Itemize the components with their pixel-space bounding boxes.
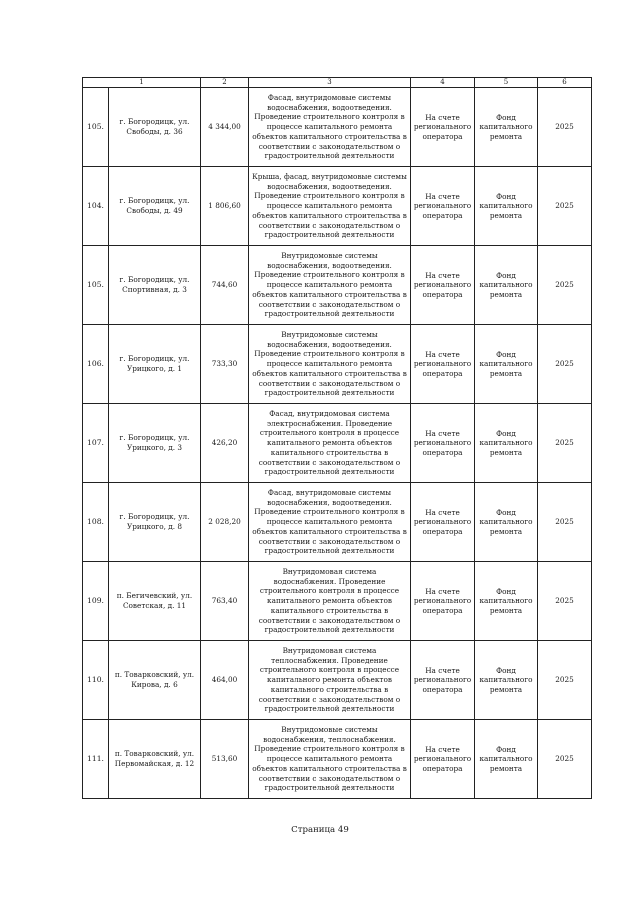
fund-cell: Фонд капитального ремонта bbox=[475, 246, 538, 325]
column-number: 6 bbox=[538, 78, 592, 88]
fund-cell: Фонд капитального ремонта bbox=[475, 641, 538, 720]
column-number: 4 bbox=[411, 78, 475, 88]
column-number: 1 bbox=[83, 78, 201, 88]
year-cell: 2025 bbox=[538, 167, 592, 246]
works-cell: Внутридомовая система водоснабжения. Проведение строительного контроля в процессе капитального ремонта объектов капитального строительства в соответствии с законодательством о градостроительной деятельности bbox=[249, 562, 411, 641]
column-number: 2 bbox=[201, 78, 249, 88]
row-number: 109. bbox=[83, 562, 109, 641]
cost-cell: 733,30 bbox=[201, 325, 249, 404]
row-number: 106. bbox=[83, 325, 109, 404]
cost-cell: 763,40 bbox=[201, 562, 249, 641]
address-cell: г. Богородицк, ул. Урицкого, д. 8 bbox=[109, 483, 201, 562]
works-cell: Внутридомовая система теплоснабжения. Проведение строительного контроля в процессе капитального ремонта объектов капитального строительства в соответствии с законодательством о градостроительной деятельности bbox=[249, 641, 411, 720]
fund-cell: Фонд капитального ремонта bbox=[475, 483, 538, 562]
table-row bbox=[83, 246, 592, 325]
fund-cell: Фонд капитального ремонта bbox=[475, 167, 538, 246]
table-row bbox=[83, 483, 592, 562]
column-number: 3 bbox=[249, 78, 411, 88]
address-cell: г. Богородицк, ул. Урицкого, д. 1 bbox=[109, 325, 201, 404]
cost-cell: 744,60 bbox=[201, 246, 249, 325]
cost-cell: 4 344,00 bbox=[201, 88, 249, 167]
year-cell: 2025 bbox=[538, 562, 592, 641]
account-cell: На счете регионального оператора bbox=[411, 720, 475, 799]
works-cell: Фасад, внутридомовая система электроснабжения. Проведение строительного контроля в процессе капитального ремонта объектов капитального строительства в соответствии с законодательством о градостроительной деятельности bbox=[249, 404, 411, 483]
works-cell: Внутридомовые системы водоснабжения, водоотведения. Проведение строительного контроля в процессе капитального ремонта объектов капитального строительства в соответствии с законодательством о градостроительной деятельности bbox=[249, 325, 411, 404]
row-number: 107. bbox=[83, 404, 109, 483]
account-cell: На счете регионального оператора bbox=[411, 404, 475, 483]
column-number: 5 bbox=[475, 78, 538, 88]
table-row bbox=[83, 325, 592, 404]
table-row bbox=[83, 641, 592, 720]
address-cell: п. Товарковский, ул. Первомайская, д. 12 bbox=[109, 720, 201, 799]
fund-cell: Фонд капитального ремонта bbox=[475, 404, 538, 483]
column-numbers-row bbox=[83, 78, 592, 88]
account-cell: На счете регионального оператора bbox=[411, 483, 475, 562]
year-cell: 2025 bbox=[538, 325, 592, 404]
table-row bbox=[83, 88, 592, 167]
cost-cell: 426,20 bbox=[201, 404, 249, 483]
row-number: 110. bbox=[83, 641, 109, 720]
works-cell: Фасад, внутридомовые системы водоснабжения, водоотведения. Проведение строительного контроля в процессе капитального ремонта объектов капитального строительства в соответствии с законодательством о градостроительной деятельности bbox=[249, 88, 411, 167]
fund-cell: Фонд капитального ремонта bbox=[475, 562, 538, 641]
year-cell: 2025 bbox=[538, 404, 592, 483]
fund-cell: Фонд капитального ремонта bbox=[475, 325, 538, 404]
address-cell: г. Богородицк, ул. Спортивная, д. 3 bbox=[109, 246, 201, 325]
cost-cell: 1 806,60 bbox=[201, 167, 249, 246]
account-cell: На счете регионального оператора bbox=[411, 325, 475, 404]
year-cell: 2025 bbox=[538, 641, 592, 720]
cost-cell: 464,00 bbox=[201, 641, 249, 720]
works-cell: Крыша, фасад, внутридомовые системы водоснабжения, водоотведения. Проведение строительного контроля в процессе капитального ремонта объектов капитального строительства в соответствии с законодательством о градостроительной деятельности bbox=[249, 167, 411, 246]
account-cell: На счете регионального оператора bbox=[411, 641, 475, 720]
page-number: Страница 49 bbox=[291, 825, 349, 835]
row-number: 111. bbox=[83, 720, 109, 799]
works-table bbox=[82, 77, 592, 799]
address-cell: п. Бегичевский, ул. Советская, д. 11 bbox=[109, 562, 201, 641]
works-cell: Внутридомовые системы водоснабжения, теплоснабжения. Проведение строительного контроля в процессе капитального ремонта объектов капитального строительства в соответствии с законодательством о градостроительной деятельности bbox=[249, 720, 411, 799]
year-cell: 2025 bbox=[538, 246, 592, 325]
table-row bbox=[83, 167, 592, 246]
fund-cell: Фонд капитального ремонта bbox=[475, 720, 538, 799]
fund-cell: Фонд капитального ремонта bbox=[475, 88, 538, 167]
year-cell: 2025 bbox=[538, 88, 592, 167]
row-number: 108. bbox=[83, 483, 109, 562]
table-row bbox=[83, 404, 592, 483]
account-cell: На счете регионального оператора bbox=[411, 246, 475, 325]
address-cell: г. Богородицк, ул. Урицкого, д. 3 bbox=[109, 404, 201, 483]
cost-cell: 2 028,20 bbox=[201, 483, 249, 562]
works-cell: Внутридомовые системы водоснабжения, водоотведения. Проведение строительного контроля в процессе капитального ремонта объектов капитального строительства в соответствии с законодательством о градостроительной деятельности bbox=[249, 246, 411, 325]
year-cell: 2025 bbox=[538, 483, 592, 562]
row-number: 104. bbox=[83, 167, 109, 246]
address-cell: г. Богородицк, ул. Свободы, д. 49 bbox=[109, 167, 201, 246]
address-cell: г. Богородицк, ул. Свободы, д. 36 bbox=[109, 88, 201, 167]
table-row bbox=[83, 562, 592, 641]
account-cell: На счете регионального оператора bbox=[411, 167, 475, 246]
row-number: 105. bbox=[83, 88, 109, 167]
account-cell: На счете регионального оператора bbox=[411, 562, 475, 641]
account-cell: На счете регионального оператора bbox=[411, 88, 475, 167]
year-cell: 2025 bbox=[538, 720, 592, 799]
cost-cell: 513,60 bbox=[201, 720, 249, 799]
table-row bbox=[83, 720, 592, 799]
row-number: 105. bbox=[83, 246, 109, 325]
works-cell: Фасад, внутридомовые системы водоснабжения, водоотведения. Проведение строительного контроля в процессе капитального ремонта объектов капитального строительства в соответствии с законодательством о градостроительной деятельности bbox=[249, 483, 411, 562]
address-cell: п. Товарковский, ул. Кирова, д. 6 bbox=[109, 641, 201, 720]
